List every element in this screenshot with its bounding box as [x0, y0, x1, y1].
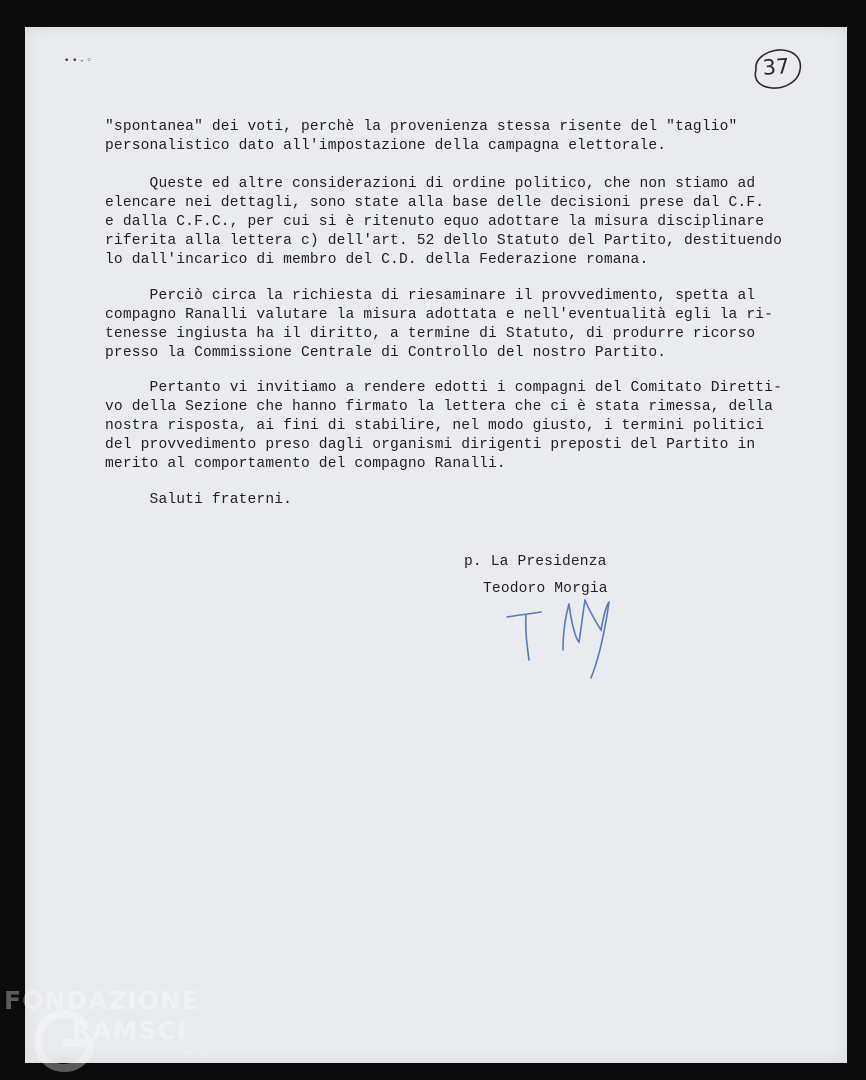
closing-title: p. La Presidenza	[464, 554, 607, 570]
page-number-stamp	[748, 46, 802, 90]
text-line: Perciò circa la richiesta di riesaminare il provvedimento, spetta al	[105, 288, 756, 304]
text-line: nostra risposta, ai fini di stabilire, nel modo giusto, i termini politici	[105, 418, 765, 434]
closing-name: Teodoro Morgia	[483, 581, 608, 597]
page-number: 37	[761, 54, 791, 80]
fondazione-gramsci-watermark	[4, 986, 234, 1076]
handwritten-signature	[505, 590, 625, 690]
text-line: Saluti fraterni.	[105, 492, 293, 508]
text-line: compagno Ranalli valutare la misura adottata e nell'eventualità egli la ri-	[105, 307, 774, 323]
text-line: merito al comportamento del compagno Ranalli.	[105, 456, 506, 472]
text-line: tenesse ingiusta ha il diritto, a termine di Statuto, di produrre ricorso	[105, 326, 756, 342]
signature-icon	[505, 590, 625, 685]
watermark-line1: FONDAZIONE	[4, 986, 201, 1015]
text-line: riferita alla lettera c) dell'art. 52 dello Statuto del Partito, destituendo	[105, 233, 782, 249]
watermark-sub: onlus	[184, 1048, 209, 1058]
text-line: e dalla C.F.C., per cui si è ritenuto equo adottare la misura disciplinare	[105, 214, 765, 230]
top-marks: • • - ◦	[64, 56, 92, 66]
text-line: Queste ed altre considerazioni di ordine politico, che non stiamo ad	[105, 176, 756, 192]
text-line: vo della Sezione che hanno firmato la lettera che ci è stata rimessa, della	[105, 399, 774, 415]
text-line: del provvedimento preso dagli organismi dirigenti preposti del Partito in	[105, 437, 756, 453]
text-line: lo dall'incarico di membro del C.D. della Federazione romana.	[105, 252, 649, 268]
text-line: personalistico dato all'impostazione della campagna elettorale.	[105, 138, 667, 154]
text-line: Pertanto vi invitiamo a rendere edotti i compagni del Comitato Diretti-	[105, 380, 782, 396]
text-line: "spontanea" dei voti, perchè la provenienza stessa risente del "taglio"	[105, 119, 738, 135]
text-line: presso la Commissione Centrale di Controllo del nostro Partito.	[105, 345, 667, 361]
text-line: elencare nei dettagli, sono state alla base delle decisioni prese dal C.F.	[105, 195, 765, 211]
watermark-line2: RAMSCI	[72, 1016, 188, 1045]
